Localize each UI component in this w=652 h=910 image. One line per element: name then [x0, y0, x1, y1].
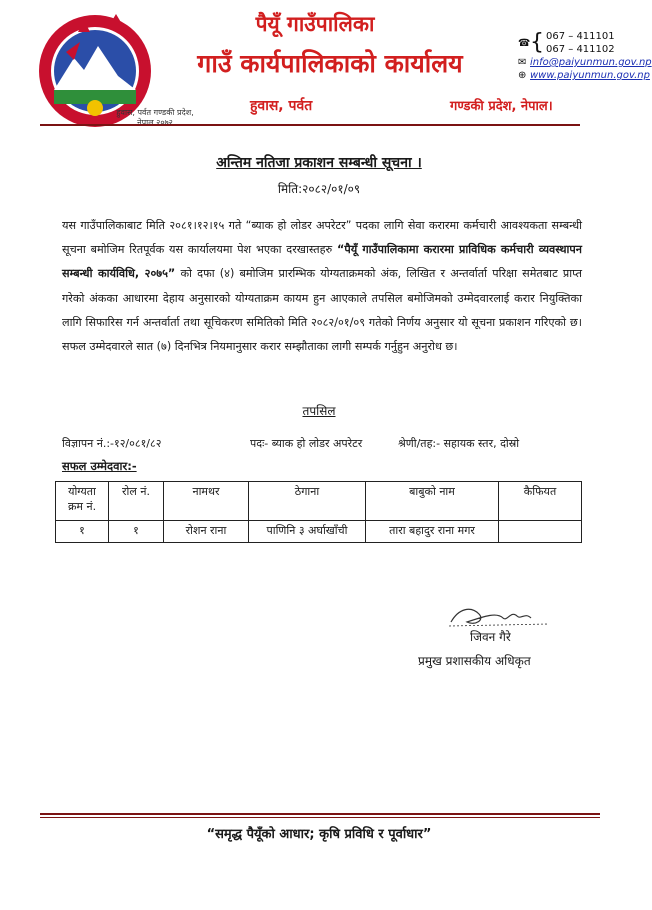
brace-icon: { — [530, 30, 544, 55]
seal-text: हुवास, पर्वत गण्डकी प्रदेश, नेपाल २०७२ — [116, 108, 194, 127]
office-location: हुवास, पर्वत — [250, 98, 313, 114]
notice-date: मिति:२०८२/०१/०९ — [277, 182, 361, 196]
phone-number-2: 067 – 411102 — [546, 44, 615, 55]
header-remarks: कैफियत — [499, 482, 582, 521]
level-info: श्रेणी/तह:- सहायक स्तर, दोस्रो — [398, 437, 520, 450]
body-text-1: यस गाउँपालिकाबाट मिति २०८१।१२।१५ गते “ब्याक हो लोडर अपरेटर” पदका लागि सेवा करारमा कर्मचारी आवश्यकता सम्बन्धी सूचना बमोजिम रितपूर्वक यस कार्यालयमा पेश भएका दरखास्तहरु — [62, 219, 582, 257]
footer-divider-thick — [40, 813, 600, 815]
signer-title: प्रमुख प्रशासकीय अधिकृत — [418, 654, 531, 668]
table-row — [56, 521, 582, 543]
header-father-name: बाबुको नाम — [366, 482, 499, 521]
province-label: गण्डकी प्रदेश, नेपाल। — [450, 99, 553, 114]
post-name: पदः- ब्याक हो लोडर अपरेटर — [250, 437, 363, 450]
notice-title — [0, 153, 638, 172]
email-link[interactable]: info@paiyunmun.gov.np — [530, 57, 652, 68]
org-name: पैयूँ गाउँपालिका — [255, 12, 375, 36]
body-bold-procedure: “पैयूँ गाउँपालिकामा करारमा प्राविधिक कर्मचारी व्यवस्थापन सम्बन्धी कार्यविधि, २०७५” — [62, 243, 582, 281]
cell-father-name: तारा बहादुर राना मगर — [366, 521, 499, 543]
signer-name: जिवन गैरे — [470, 630, 511, 644]
header-merit-rank: योग्यता क्रम नं. — [56, 482, 109, 521]
vacancy-number: विज्ञापन नं.:-१२/०८१/८२ — [62, 437, 162, 450]
table-header-row — [56, 482, 582, 521]
header-name: नामथर — [164, 482, 249, 521]
header-roll-no: रोल नं. — [109, 482, 164, 521]
successful-candidate-label: सफल उम्मेदवार:- — [62, 459, 137, 473]
cell-name: रोशन राना — [164, 521, 249, 543]
email-icon: ✉ — [518, 57, 527, 68]
contact-block — [518, 30, 652, 82]
website-link[interactable]: www.paiyunmun.gov.np — [530, 70, 650, 81]
header-divider — [40, 124, 580, 126]
signature-mark — [445, 602, 555, 630]
phone-icon: ☎ — [518, 37, 531, 49]
schedule-heading — [0, 402, 638, 419]
cell-remarks — [499, 521, 582, 543]
cell-merit-rank: १ — [56, 521, 109, 543]
body-text-2: को दफा (४) बमोजिम प्रारम्भिक योग्यताक्रमको अंक, लिखित र अन्तर्वार्ता परिक्षा समेतबाट प्राप्त गरेको अंकका आधारमा देहाय अनुसारको योग्यताक्रम कायम हुन आएकाले तपसिल बमोजिमको उम्मेदवारलाई करार नियुक्तिका लागि सिफारिस गर्न अन्तर्वार्ता तथा सूचिकरण समितिको मिति २०८२/०१/०९ गतेको निर्णय अनुसार यो सूचना प्रकाशन गरिएको छ। सफल उम्मेदवारले सात (७) दिनभित्र नियमानुसार करार सम्झौताका लागी सम्पर्क गर्नुहुन अनुरोध छ। — [62, 267, 582, 354]
globe-icon: ⊕ — [518, 70, 527, 81]
phone-number-1: 067 – 411101 — [546, 31, 615, 42]
header-address: ठेगाना — [249, 482, 366, 521]
results-table — [55, 481, 582, 543]
office-name: गाउँ कार्यपालिकाको कार्यालय — [197, 49, 463, 78]
footer-slogan: “समृद्ध पैयूँको आधार; कृषि प्रविधि र पूर्वाधार” — [206, 827, 432, 842]
cell-roll-no: १ — [109, 521, 164, 543]
notice-title-text: अन्तिम नतिजा प्रकाशन सम्बन्धी सूचना । — [216, 155, 422, 171]
footer-divider-thin — [40, 817, 600, 818]
cell-address: पाणिनि ३ अर्घाखाँची — [249, 521, 366, 543]
notice-body — [62, 214, 582, 359]
schedule-heading-text: तपसिल — [302, 404, 336, 418]
vacancy-info-row — [62, 436, 582, 451]
